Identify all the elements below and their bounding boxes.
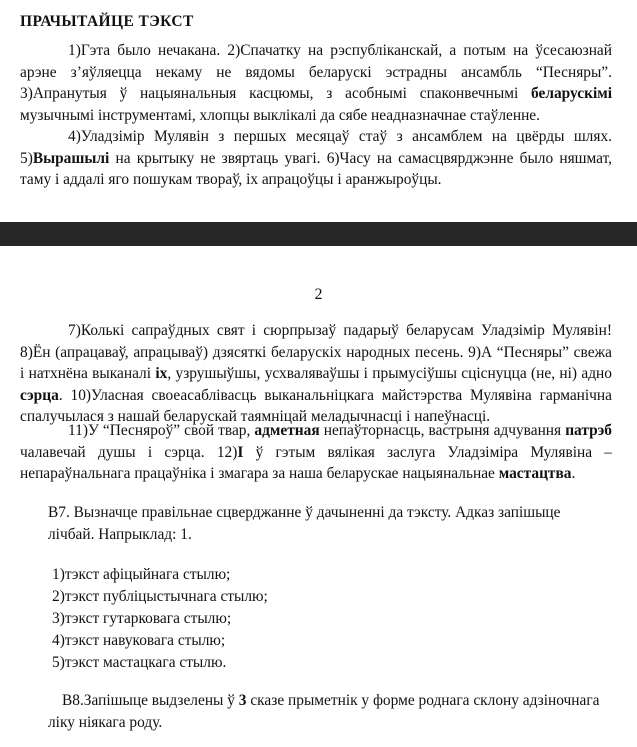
emphasized-word: адметная (254, 422, 320, 439)
text-run: 4)Уладзімір Мулявін з першых месяцаў стаў з ансамблем на цвёрды шлях. 5) (20, 128, 612, 167)
page-separator (0, 222, 637, 246)
option-3: 3)тэкст гутарковага стылю; (52, 610, 232, 627)
emphasized-word: мастацтва (498, 465, 572, 482)
option-4: 4)тэкст навуковага стылю; (52, 632, 226, 649)
emphasized-word: І (237, 443, 244, 461)
question-b8 (48, 690, 616, 734)
text-run: . 10)Уласная своеасаблівасць выканальніцкага майстэрства Мулявіна гарманічна спалучылася з нашай беларускай таямніцай меладычнасці і напеўнасці. (20, 386, 612, 425)
text-run: непаўторнасць, вастрыня адчування (319, 422, 566, 439)
text-run: 11)У “Песняроў” свой твар, (68, 422, 255, 439)
option-2: 2)тэкст публіцыстычнага стылю; (52, 588, 268, 605)
emphasized-word: іх (155, 365, 168, 382)
emphasized-word: беларускімі (531, 85, 612, 102)
emphasized-word: 3 (238, 692, 247, 709)
text-run: 7)Колькі сапраўдных свят і сюрпрызаў падарыў беларусам Уладзімір Мулявін! 8)Ён (апрацаваў, апрацываў) дзясяткі беларускіх народных песень. 9)А “Песняры” свежа і натхнёна выканалі (20, 322, 612, 382)
page-2 (0, 246, 637, 747)
text-run: чалавечай душы і сэрца. 12) (20, 443, 238, 461)
emphasized-word: сэрца (20, 386, 59, 404)
option-5: 5)тэкст мастацкага стылю. (52, 654, 227, 671)
page-1 (0, 0, 637, 222)
text-run: В8.Запішыце выдзелены ў (62, 692, 239, 709)
text-run: сказе прыметнік у форме роднага склону адзіночнага ліку ніякага роду. (48, 692, 600, 731)
paragraph-1 (20, 40, 612, 126)
text-run: на крытыку не звяртаць увагі. 6)Часу на самасцвярджэнне было няшмат, таму і аддалі яго пошукам твораў, іх апрацоўцы і аранжыроўцы. (20, 149, 612, 188)
text-run: музычнымі інструментамі, хлопцы выклікалі да сябе неадназначнае стаўленне. (20, 106, 540, 124)
option-1: 1)тэкст афіцыйнага стылю; (52, 566, 231, 583)
text-run: , узрушыўшы, усхваляваўшы і прымусіўшы сціснуцца (не, ні) адно (167, 365, 612, 382)
paragraph-4 (20, 420, 612, 485)
emphasized-word: Вырашылі (32, 149, 110, 167)
question-b7: В7. Вызначце правільнае сцверджанне ў дачыненні да тэксту. Адказ запішыце лічбай. Напрыклад: 1. (48, 504, 561, 543)
paragraph-3 (20, 320, 612, 428)
text-run: ў гэтым вялікая заслуга Уладзіміра Мулявіна – непараўнальнага працаўніка і змагара за наша беларускае нацыянальнае (20, 443, 612, 482)
page-title: ПРАЧЫТАЙЦЕ ТЭКСТ (20, 13, 194, 30)
text-run: . (571, 465, 576, 482)
paragraph-2 (20, 126, 612, 191)
text-run: 1)Гэта было нечакана. 2)Спачатку на рэспубліканскай, а потым на ўсесаюзнай арэне з’яўляецца некаму не вядомы беларускі эстрадны ансамбль “Песняры”. 3)Апранутыя ў нацыянальныя касцюмы, з асобнымі спаконвечнымі (20, 42, 612, 102)
page-number: 2 (314, 286, 323, 303)
emphasized-word: патрэб (565, 422, 613, 439)
